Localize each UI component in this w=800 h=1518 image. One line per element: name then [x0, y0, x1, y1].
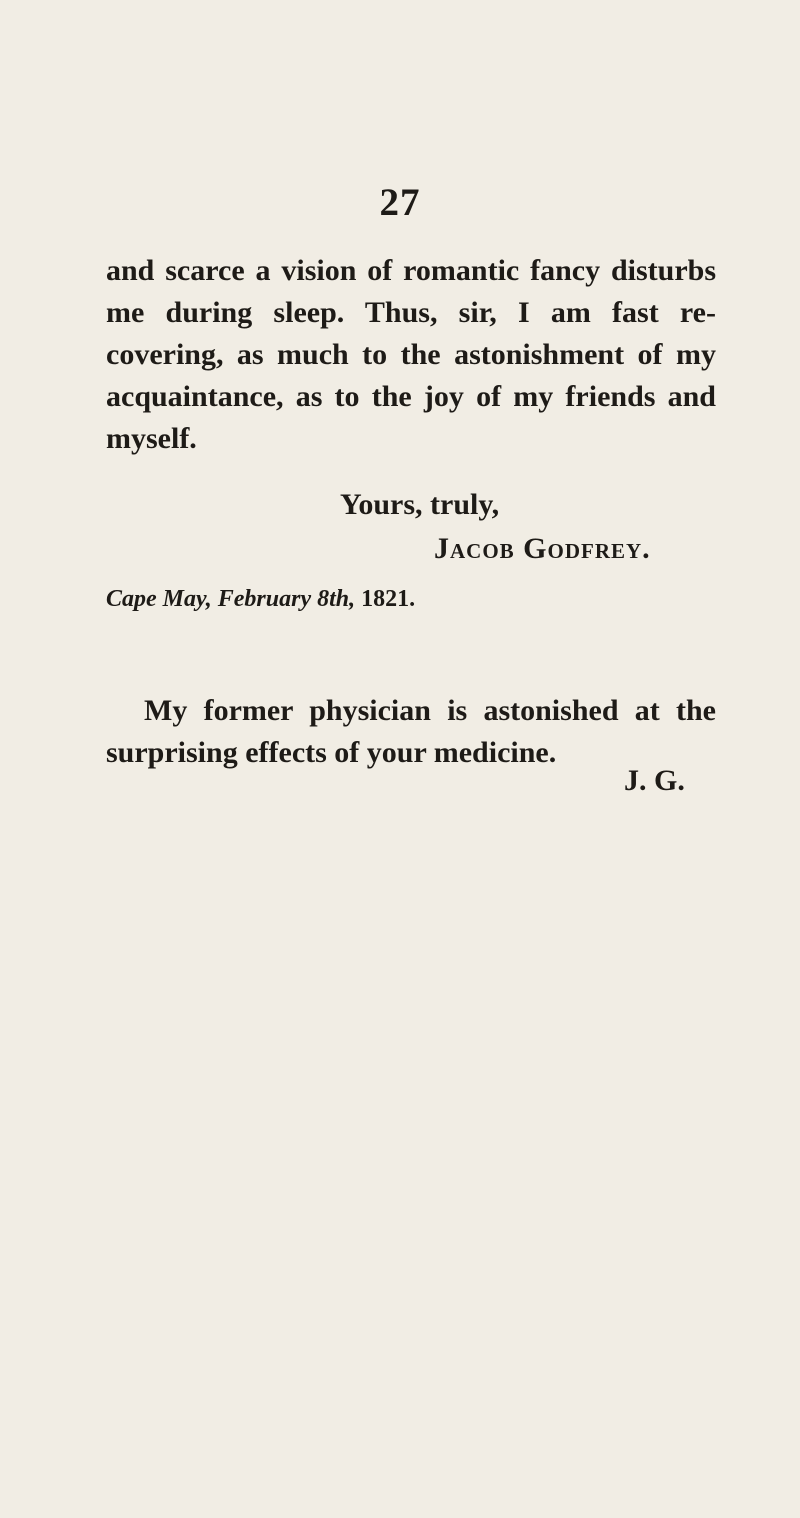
text-line: and scarce a vision of romantic fancy disturbs [106, 254, 716, 287]
text-line: me during sleep. Thus, sir, I am fast re- [106, 296, 716, 329]
page-number: 27 [379, 181, 421, 224]
text-line: myself. [106, 422, 197, 455]
dateline [106, 582, 415, 616]
paragraph-letter-body [106, 250, 716, 460]
text-line: covering, as much to the astonishment of my [106, 338, 716, 371]
text-line: My former physician is astonished at the [144, 694, 716, 727]
dateline-place: Cape May, February [106, 586, 312, 612]
closing-salutation: Yours, truly, [340, 488, 500, 521]
dateline-day: 8th, [317, 586, 356, 612]
dateline-year: 1821. [361, 586, 416, 612]
postscript-initials: J. G. [624, 764, 685, 797]
signature: Jacob Godfrey. [434, 532, 651, 565]
text-line: surprising effects of your medicine. [106, 736, 557, 769]
text-line: acquaintance, as to the joy of my friends and [106, 380, 716, 413]
